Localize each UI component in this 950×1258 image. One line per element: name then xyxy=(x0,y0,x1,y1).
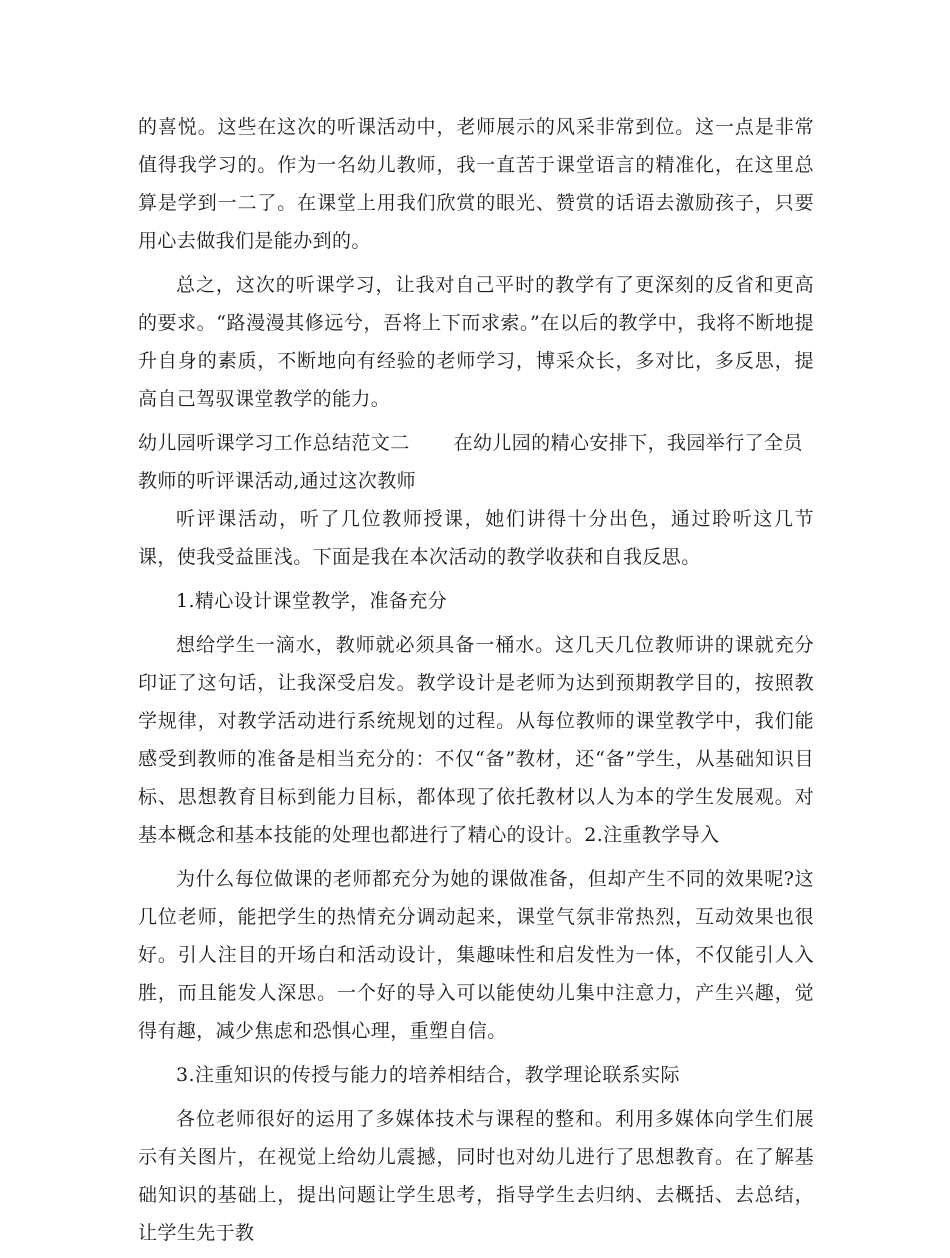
paragraph-2: 总之，这次的听课学习，让我对自己平时的教学有了更深刻的反省和更高的要求。“路漫漫其修远兮，吾将上下而求索。”在以后的教学中，我将不断地提升自身的素质，不断地向有经验的老师学习，博采众长，多对比，多反思，提高自己驾驭课堂教学的能力。 xyxy=(138,274,814,410)
paragraph-5: 为什么每位做课的老师都充分为她的课做准备，但却产生不同的效果呢?这几位老师，能把学生的热情充分调动起来，课堂气氛非常热烈，互动效果也很好。引人注目的开场白和活动设计，集趣味性和启发性为一体，不仅能引人入胜，而且能发人深思。一个好的导入可以能使幼儿集中注意力，产生兴趣，觉得有趣，减少焦虑和恐惧心理，重塑自信。 xyxy=(138,868,814,1042)
numbered-heading-3: 3.注重知识的传授与能力的培养相结合，教学理论联系实际 xyxy=(176,1064,680,1086)
paragraph-4: 想给学生一滴水，教师就必须具备一桶水。这几天几位教师讲的课就充分印证了这句话，让我深受启发。教学设计是老师为达到预期教学目的，按照教学规律，对教学活动进行系统规划的过程。从每位教师的课堂教学中，我们能感受到教师的准备是相当充分的：不仅“备”教材，还“备”学生，从基础知识目标、思想教育目标到能力目标，都体现了依托教材以人为本的学生发展观。对基本概念和基本技能的处理也都进行了精心的设计。2.注重教学导入 xyxy=(138,634,814,846)
paragraph-6: 各位老师很好的运用了多媒体技术与课程的整和。利用多媒体向学生们展示有关图片，在视觉上给幼儿震撼，同时也对幼儿进行了思想教育。在了解基础知识的基础上，提出问题让学生思考，指导学生去归纳、去概括、去总结，让学生先于教 xyxy=(138,1108,814,1244)
document-body xyxy=(138,108,814,1258)
numbered-heading-1: 1.精心设计课堂教学，准备充分 xyxy=(176,590,448,612)
section-intro: 在幼儿园的精心安排下，我园举行了全员教师的听评课活动,通过这次教师 xyxy=(138,432,803,492)
section-heading-line xyxy=(138,424,814,500)
paragraph-3: 听评课活动，听了几位教师授课，她们讲得十分出色，通过聆听这几节课，使我受益匪浅。下面是我在本次活动的教学收获和自我反思。 xyxy=(138,508,814,568)
paragraph-1: 的喜悦。这些在这次的听课活动中，老师展示的风采非常到位。这一点是非常值得我学习的。作为一名幼儿教师，我一直苦于课堂语言的精准化，在这里总算是学到一二了。在课堂上用我们欣赏的眼光、赞赏的话语去激励孩子，只要用心去做我们是能办到的。 xyxy=(138,116,814,252)
section-title: 幼儿园听课学习工作总结范文二 xyxy=(138,432,410,454)
